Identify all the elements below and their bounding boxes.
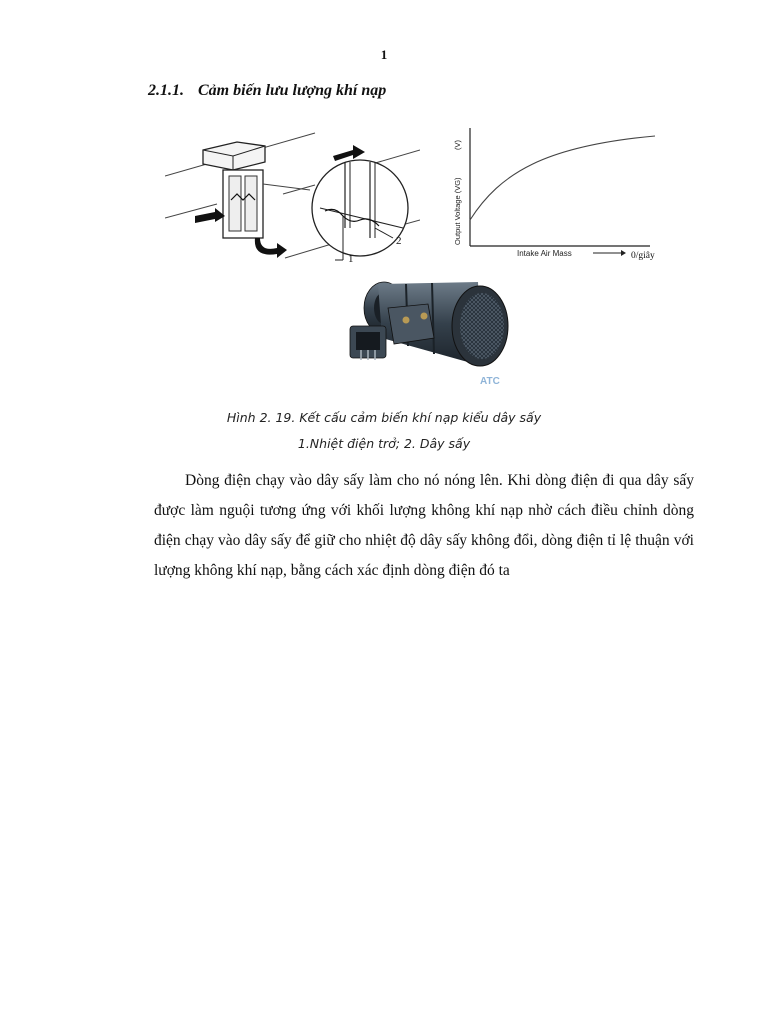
graph-xunit: 0/giây: [631, 251, 655, 261]
voltage-curve-graph: [445, 118, 670, 266]
sensor-cutaway-diagram: [165, 128, 420, 268]
sensor-photo: [348, 268, 518, 392]
section-title: Cảm biến lưu lượng khí nạp: [198, 82, 387, 99]
diagram-label-1: 1: [348, 253, 354, 265]
atc-logo: ATC: [480, 376, 500, 387]
graph-xlabel: Intake Air Mass: [517, 249, 572, 258]
section-number: 2.1.1.: [148, 82, 184, 99]
figure-caption-line-2: 1.Nhiệt điện trở; 2. Dây sấy: [297, 436, 471, 451]
figure: [160, 118, 680, 398]
section-heading: [148, 82, 386, 100]
diagram-label-2: 2: [396, 235, 402, 247]
graph-yunit: (V): [453, 140, 462, 150]
body-paragraph: Dòng điện chạy vào dây sấy làm cho nó nóng lên. Khi dòng điện đi qua dây sấy được làm nguội tương ứng với khối lượng không khí nạp nhờ cách điều chỉnh dòng điện chạy vào dây sấy để giữ cho nhiệt độ dây sấy không đổi, dòng điện tỉ lệ thuận với lượng không khí nạp, bằng cách xác định dòng điện đó ta: [154, 472, 694, 579]
figure-caption-line-1: Hình 2. 19. Kết cấu cảm biến khí nạp kiểu dây sấy: [226, 410, 542, 425]
page-number: 1: [380, 47, 388, 62]
graph-ylabel: Output Voltage (VG): [453, 177, 462, 245]
